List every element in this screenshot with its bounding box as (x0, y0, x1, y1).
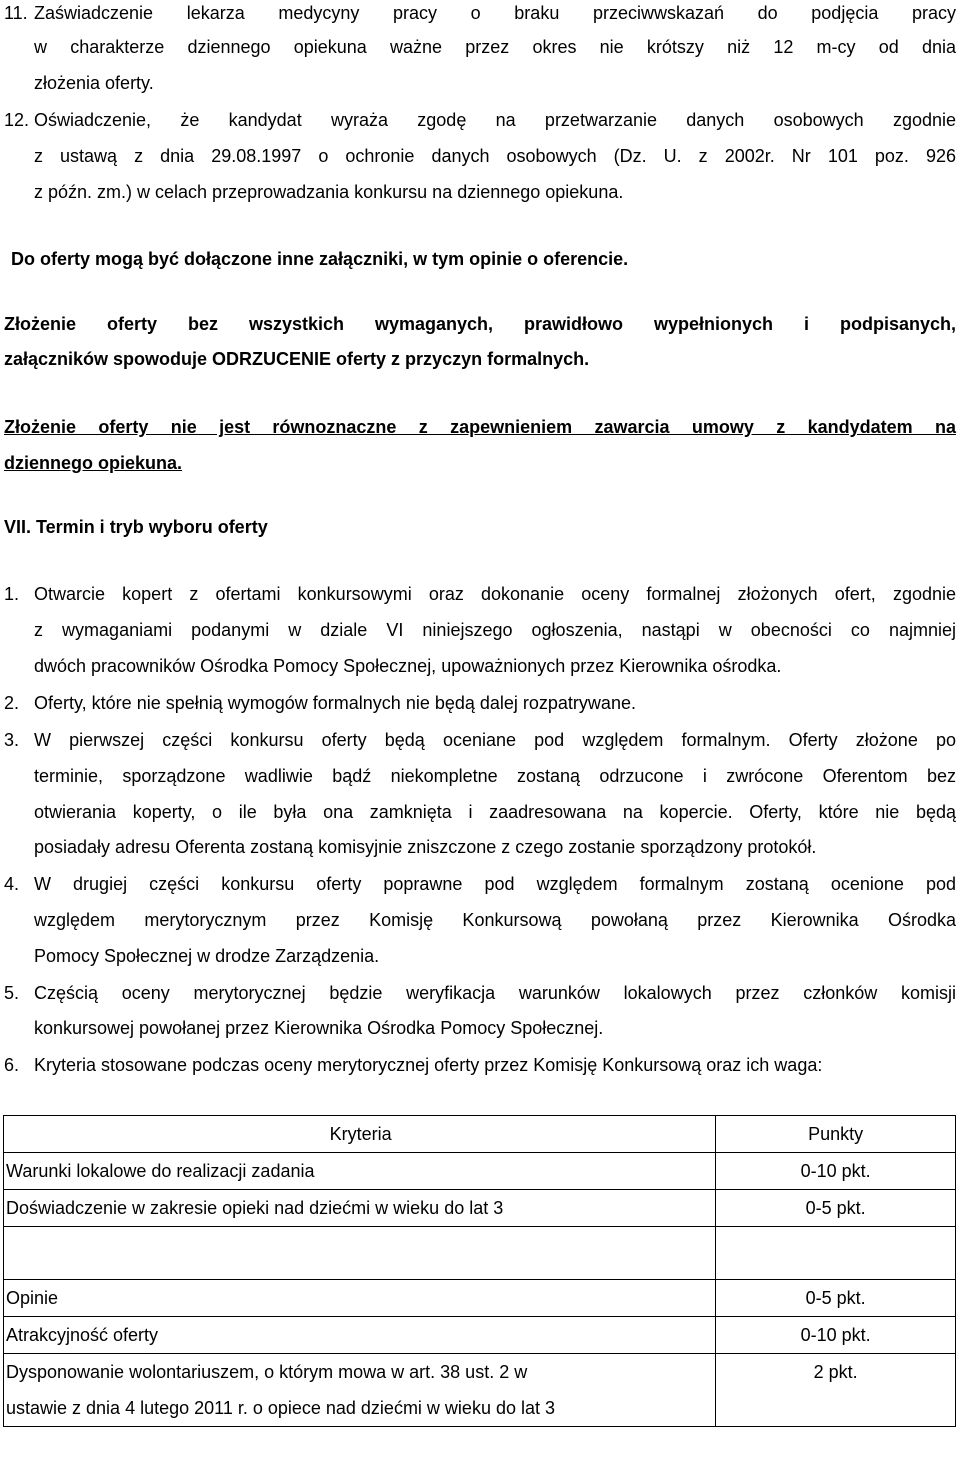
item-text-line: w charakterze dziennego opiekuna ważne przez okres nie krótszy niż 12 m-cy od dnia (34, 37, 956, 57)
point-text-line: Kryteria stosowane podczas oceny merytorycznej oferty przez Komisję Konkursową oraz ich waga: (34, 1055, 823, 1075)
table-row (4, 1354, 956, 1427)
table-row (4, 1280, 956, 1317)
table-row (4, 1317, 956, 1354)
no-contract-note-line: Złożenie oferty nie jest równoznaczne z zapewnieniem zawarcia umowy z kandydatem na (4, 417, 956, 437)
table-cell: Atrakcyjność oferty (4, 1317, 716, 1354)
table-header-row (4, 1116, 956, 1153)
item-text-line: z ustawą z dnia 29.08.1997 o ochronie danych osobowych (Dz. U. z 2002r. Nr 101 poz. 926 (34, 146, 956, 166)
table-cell: Opinie (4, 1280, 716, 1317)
point-number: 4. (4, 874, 20, 894)
rejection-note-line: Złożenie oferty bez wszystkich wymaganych, prawidłowo wypełnionych i podpisanych, (4, 314, 956, 334)
no-contract-note-line: dziennego opiekuna. (4, 453, 183, 473)
table-cell: 0-5 pkt. (716, 1190, 956, 1227)
section-heading: VII. Termin i tryb wyboru oferty (4, 517, 268, 537)
point-text-line: otwierania koperty, o ile była ona zamknięta i zaadresowana na kopercie. Oferty, które nie będą (34, 802, 956, 822)
point-number: 2. (4, 693, 20, 713)
table-cell: 0-10 pkt. (716, 1153, 956, 1190)
item-text-line: z późn. zm.) w celach przeprowadzania konkursu na dziennego opiekuna. (34, 182, 624, 202)
point-text-line: posiadały adresu Oferenta zostaną komisyjnie zniszczone z czego zostanie sporządzony protokół. (34, 837, 817, 857)
item-text-line: złożenia oferty. (34, 73, 154, 93)
point-text-line: W drugiej części konkursu oferty poprawne pod względem formalnym zostaną ocenione pod (34, 874, 956, 894)
table-cell-line: Dysponowanie wolontariuszem, o którym mowa w art. 38 ust. 2 w (6, 1362, 528, 1382)
point-number: 5. (4, 983, 20, 1003)
table-row (4, 1190, 956, 1227)
criteria-table (3, 1115, 956, 1427)
point-number: 6. (4, 1055, 20, 1075)
point-number: 3. (4, 730, 20, 750)
item-number: 11. (4, 3, 28, 23)
item-number: 12. (4, 110, 30, 130)
table-cell: 0-5 pkt. (716, 1280, 956, 1317)
table-row-empty (4, 1227, 956, 1280)
point-number: 1. (4, 584, 20, 604)
rejection-note-line: załączników spowoduje ODRZUCENIE oferty z przyczyn formalnych. (4, 349, 590, 369)
attachments-note: Do oferty mogą być dołączone inne załączniki, w tym opinie o oferencie. (11, 249, 629, 269)
table-cell: Doświadczenie w zakresie opieki nad dziećmi w wieku do lat 3 (4, 1190, 716, 1227)
item-text-line: Oświadczenie, że kandydat wyraża zgodę na przetwarzanie danych osobowych zgodnie (34, 110, 956, 130)
table-cell: Warunki lokalowe do realizacji zadania (4, 1153, 716, 1190)
point-text-line: konkursowej powołanej przez Kierownika Ośrodka Pomocy Społecznej. (34, 1018, 604, 1038)
table-header-cell: Kryteria (4, 1116, 716, 1153)
table-cell: 2 pkt. (716, 1354, 956, 1427)
point-text-line: dwóch pracowników Ośrodka Pomocy Społecznej, upoważnionych przez Kierownika ośrodka. (34, 656, 782, 676)
table-cell (4, 1227, 716, 1280)
point-text-line: z wymaganiami podanymi w dziale VI niniejszego ogłoszenia, nastąpi w obecności co najmniej (34, 620, 956, 640)
point-text-line: terminie, sporządzone wadliwie bądź niekompletne zostaną odrzucone i zwrócone Oferentom bez (34, 766, 956, 786)
point-text-line: Oferty, które nie spełnią wymogów formalnych nie będą dalej rozpatrywane. (34, 693, 636, 713)
table-cell: 0-10 pkt. (716, 1317, 956, 1354)
point-text-line: Pomocy Społecznej w drodze Zarządzenia. (34, 946, 380, 966)
table-cell (716, 1227, 956, 1280)
point-text-line: Otwarcie kopert z ofertami konkursowymi oraz dokonanie oceny formalnej złożonych ofert, zgodnie (34, 584, 956, 604)
table-cell-line: ustawie z dnia 4 lutego 2011 r. o opiece nad dziećmi w wieku do lat 3 (6, 1398, 555, 1418)
point-text-line: W pierwszej części konkursu oferty będą oceniane pod względem formalnym. Oferty złożone po (34, 730, 956, 750)
point-text-line: Częścią oceny merytorycznej będzie weryfikacja warunków lokalowych przez członków komisji (34, 983, 956, 1003)
point-text-line: względem merytorycznym przez Komisję Konkursową powołaną przez Kierownika Ośrodka (34, 910, 956, 930)
table-row (4, 1153, 956, 1190)
item-text-line: Zaświadczenie lekarza medycyny pracy o braku przeciwwskazań do podjęcia pracy (34, 3, 956, 23)
table-header-cell: Punkty (716, 1116, 956, 1153)
table-cell (4, 1354, 716, 1427)
